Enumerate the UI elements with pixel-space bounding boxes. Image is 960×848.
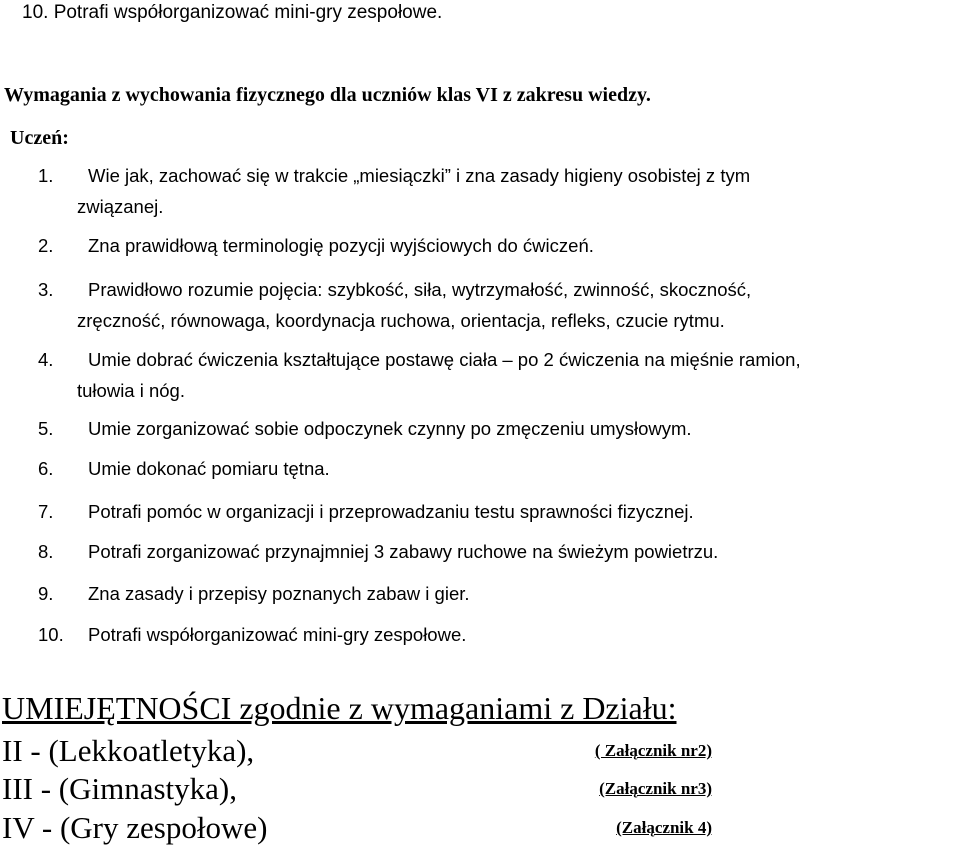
item-text: Potrafi pomóc w organizacji i przeprowadzaniu testu sprawności fizycznej. xyxy=(88,501,694,522)
item-number: 3. xyxy=(38,279,54,300)
list-item xyxy=(38,413,958,444)
item-text: Prawidłowo rozumie pojęcia: szybkość, siła, wytrzymałość, zwinność, skoczność, xyxy=(88,279,752,300)
item-number: 5. xyxy=(38,418,54,439)
item-text: Wie jak, zachować się w trakcie „miesiączki” i zna zasady higieny osobistej z tym xyxy=(88,165,751,186)
item-number: 9. xyxy=(38,583,54,604)
item-text: Potrafi zorganizować przynajmniej 3 zabawy ruchowe na świeżym powietrzu. xyxy=(88,541,719,562)
section-label: II - (Lekkoatletyka), xyxy=(2,733,255,768)
list-item xyxy=(38,496,958,527)
attachment-link[interactable]: (Załącznik nr3) xyxy=(599,779,712,798)
attachment-link[interactable]: (Załącznik 4) xyxy=(616,818,712,837)
top-line: 10. Potrafi współorganizować mini-gry zespołowe. xyxy=(22,2,443,23)
list-item xyxy=(38,274,958,336)
list-item xyxy=(38,453,958,484)
item-number: 8. xyxy=(38,541,54,562)
item-number: 6. xyxy=(38,458,54,479)
section-label: IV - (Gry zespołowe) xyxy=(2,810,268,845)
list-item xyxy=(38,230,958,261)
list-item xyxy=(38,619,958,650)
list-item xyxy=(38,160,958,222)
item-text-cont: związanej. xyxy=(77,196,164,217)
item-number: 1. xyxy=(38,165,54,186)
list-item xyxy=(38,344,958,406)
item-text: Zna prawidłową terminologię pozycji wyjściowych do ćwiczeń. xyxy=(88,235,594,256)
item-text: Zna zasady i przepisy poznanych zabaw i gier. xyxy=(88,583,470,604)
item-number: 4. xyxy=(38,349,54,370)
item-text: Umie zorganizować sobie odpoczynek czynny po zmęczeniu umysłowym. xyxy=(88,418,692,439)
item-text-cont: zręczność, równowaga, koordynacja ruchowa, orientacja, refleks, czucie rytmu. xyxy=(77,310,725,331)
list-item xyxy=(38,536,958,567)
item-text-cont: tułowia i nóg. xyxy=(77,380,185,401)
requirements-title: Wymagania z wychowania fizycznego dla uczniów klas VI z zakresu wiedzy. xyxy=(4,84,651,106)
item-text: Potrafi współorganizować mini-gry zespołowe. xyxy=(88,624,467,645)
student-label: Uczeń: xyxy=(10,127,69,149)
item-number: 2. xyxy=(38,235,54,256)
item-number: 10. xyxy=(38,624,64,645)
item-number: 7. xyxy=(38,501,54,522)
skills-title: UMIEJĘTNOŚCI zgodnie z wymaganiami z Działu: xyxy=(2,690,677,726)
attachment-link[interactable]: ( Załącznik nr2) xyxy=(594,741,712,760)
list-item xyxy=(38,578,958,609)
section-label: III - (Gimnastyka), xyxy=(2,771,237,806)
item-text: Umie dokonać pomiaru tętna. xyxy=(88,458,330,479)
item-text: Umie dobrać ćwiczenia kształtujące postawę ciała – po 2 ćwiczenia na mięśnie ramion, xyxy=(88,349,801,370)
